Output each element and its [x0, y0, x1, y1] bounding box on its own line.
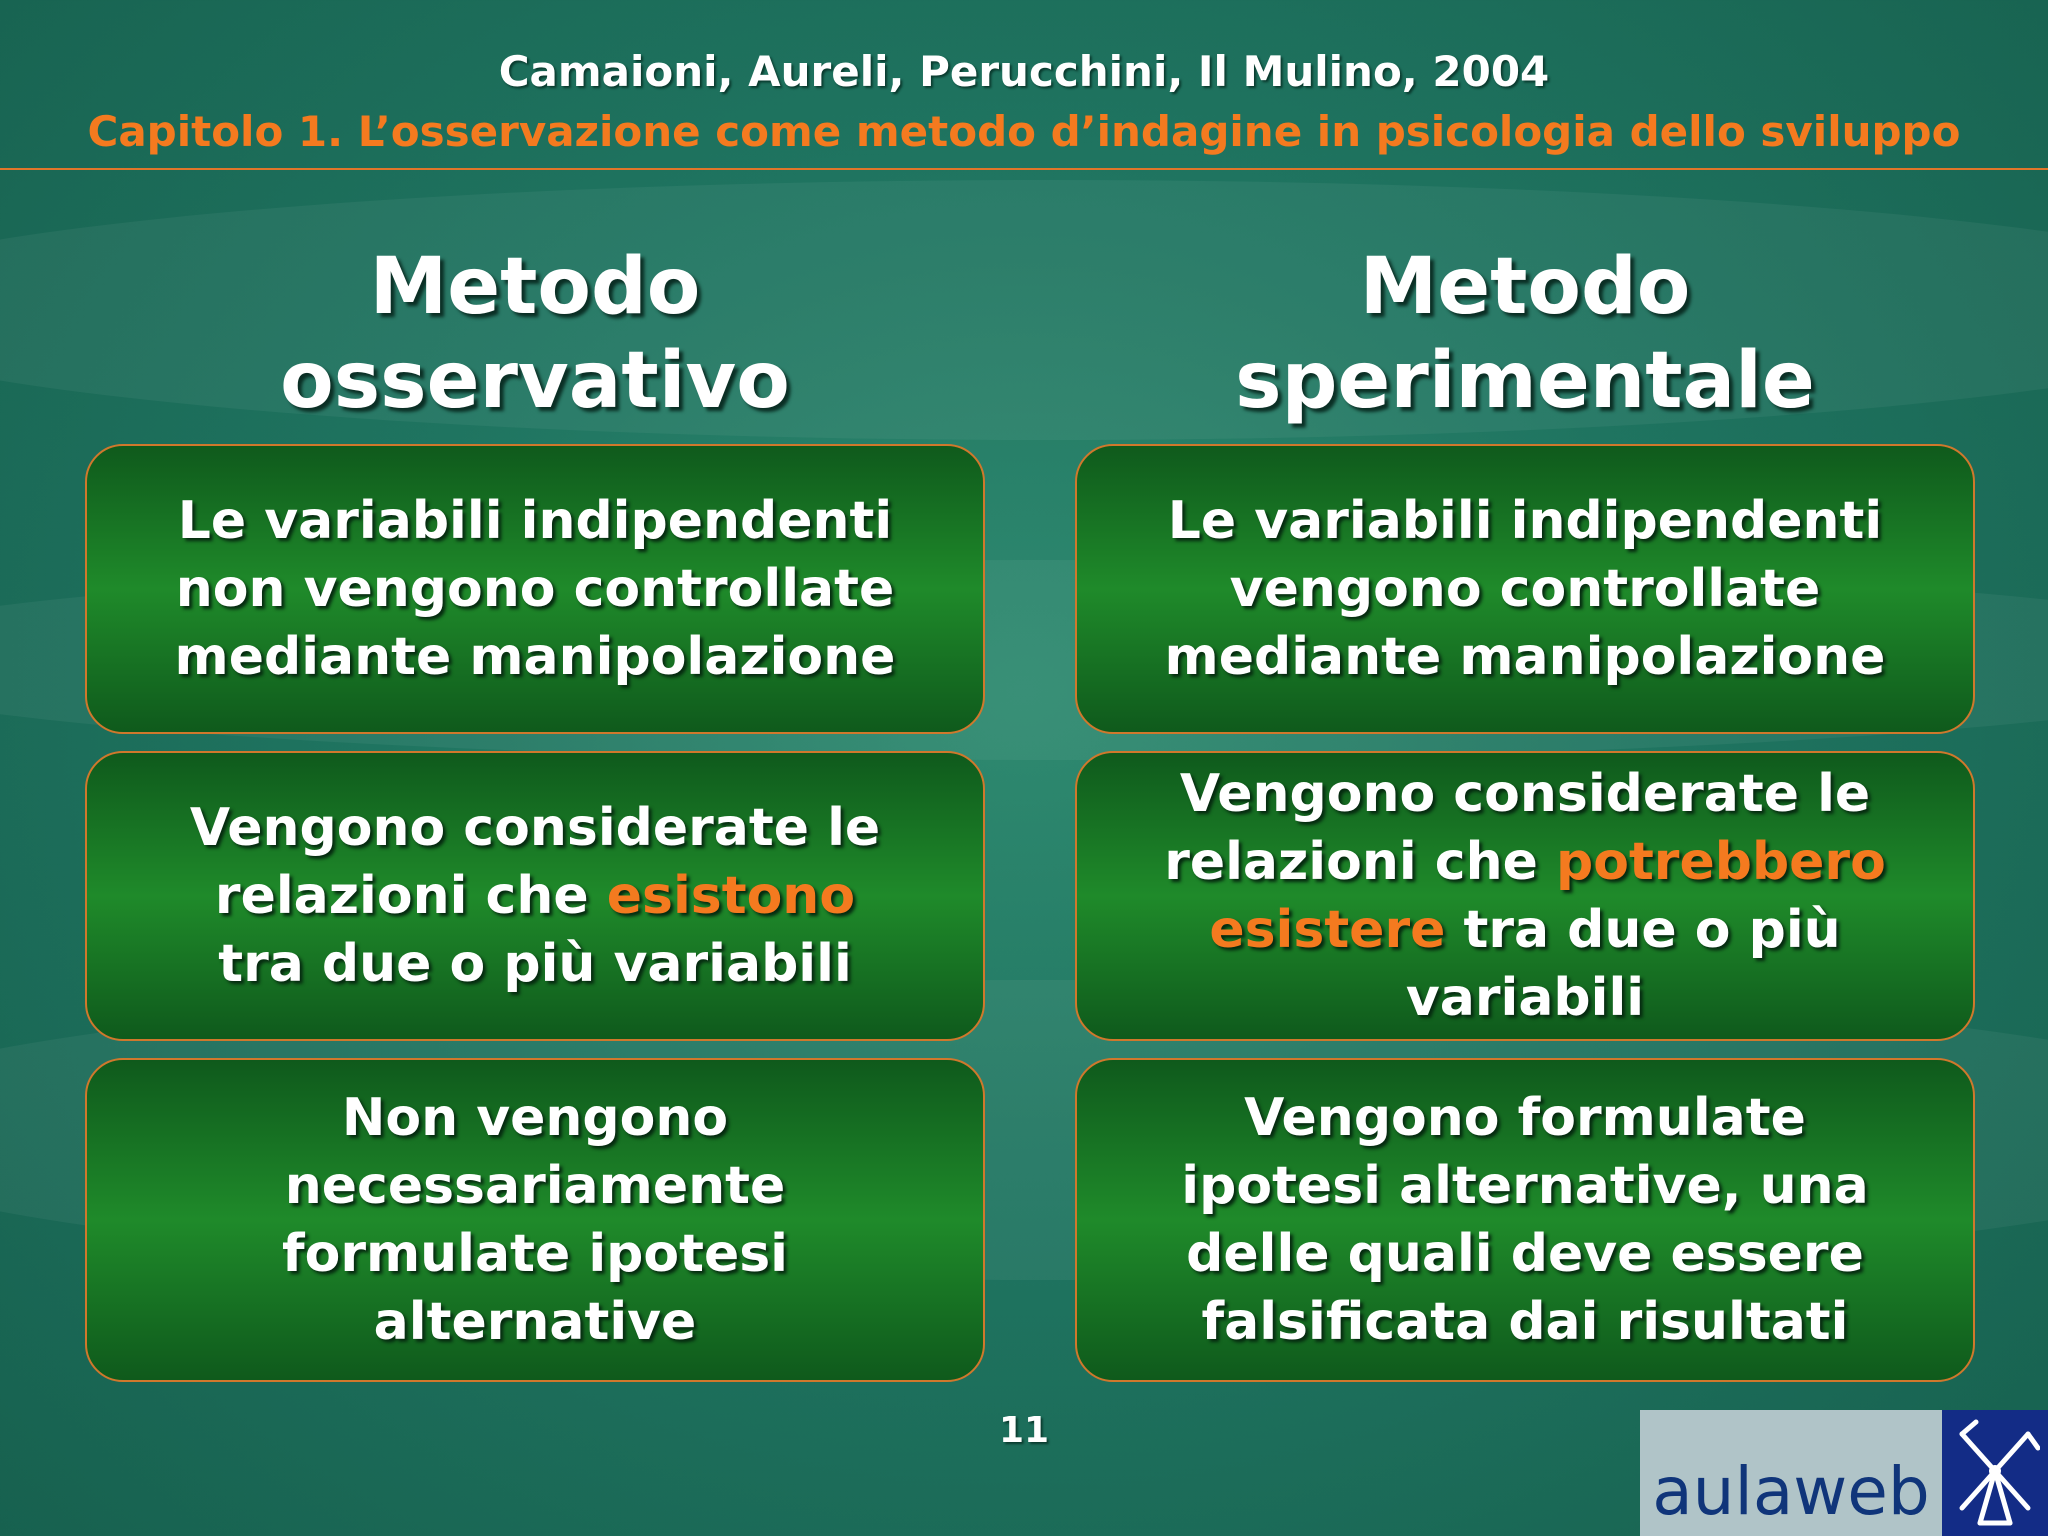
highlight-text: esistono	[606, 866, 856, 926]
right-box-hypotheses: Vengono formulate ipotesi alternative, una delle quali deve essere falsificata dai risultati	[1075, 1058, 1975, 1382]
left-box-hypotheses: Non vengono necessariamente formulate ipotesi alternative	[85, 1058, 985, 1382]
left-box-variables: Le variabili indipendenti non vengono controllate mediante manipolazione	[85, 444, 985, 734]
chapter-title: Capitolo 1. L’osservazione come metodo d’indagine in psicologia dello sviluppo	[87, 107, 1961, 156]
aulaweb-logo	[1640, 1410, 2048, 1536]
windmill-icon	[1942, 1410, 2048, 1536]
right-box-relations: Vengono considerate le relazioni che potrebbero esistere tra due o più variabili	[1075, 751, 1975, 1041]
right-column-title: Metodo sperimentale	[1235, 242, 1815, 426]
highlight-text: esistere	[1209, 900, 1446, 960]
page-number: 11	[998, 1410, 1050, 1451]
left-column-title: Metodo osservativo	[280, 242, 790, 426]
citation: Camaioni, Aureli, Perucchini, Il Mulino, 2004	[498, 47, 1550, 96]
logo-text: aulaweb	[1640, 1410, 1942, 1536]
slide-header	[0, 40, 2048, 160]
header-divider	[0, 168, 2048, 170]
right-box-variables: Le variabili indipendenti vengono controllate mediante manipolazione	[1075, 444, 1975, 734]
left-box-relations: Vengono considerate le relazioni che esistono tra due o più variabili	[85, 751, 985, 1041]
highlight-text: potrebbero	[1556, 832, 1886, 892]
